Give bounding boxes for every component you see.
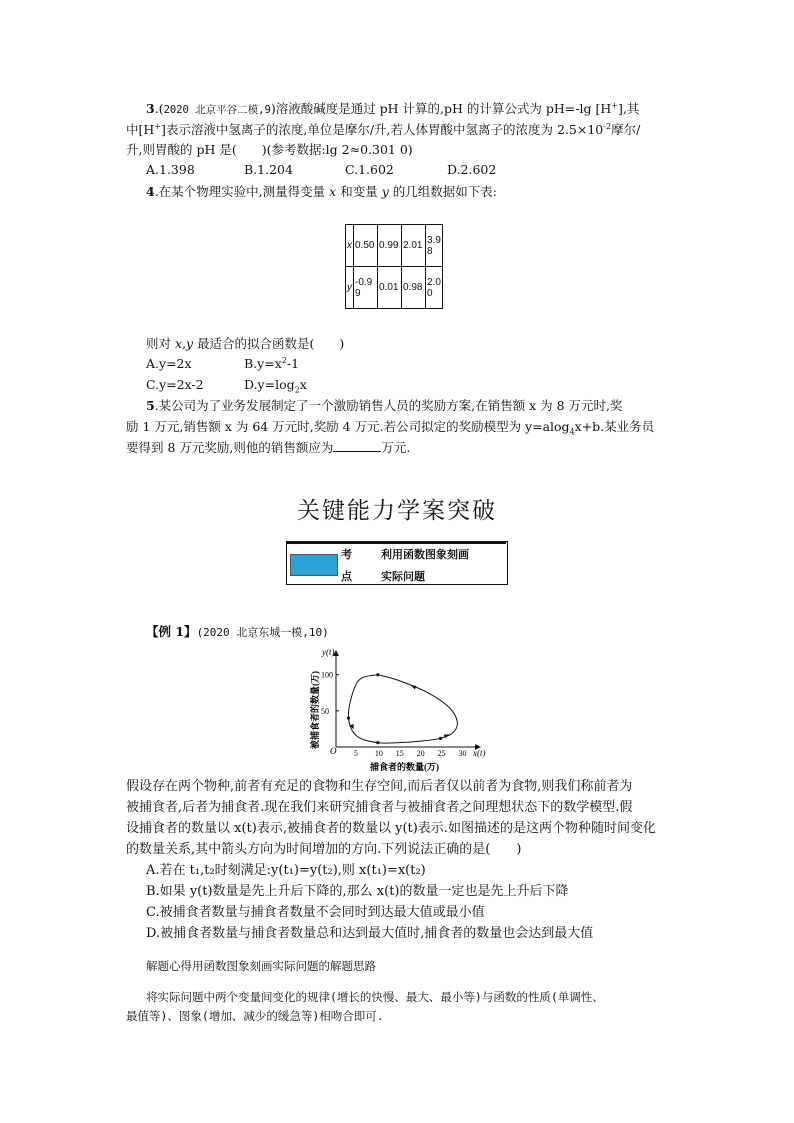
marked-point [439,737,442,740]
table-cell: x [346,225,354,267]
x-tick-label: 30 [458,749,467,758]
ex-p3: 设捕食者的数量以 x(t)表示,被捕食者的数量以 y(t)表示.如图描述的是这两个物种随时间变化 [126,821,656,836]
example-label: 【例 1】 [146,624,197,639]
table-cell: 3.9 8 [426,225,443,267]
x-tick-label: 20 [416,749,425,758]
q4-ask: 则对 x,y 最适合的拟合函数是( ) [146,336,345,351]
ex-option-d: D.被捕食者数量与捕食者数量总和达到最大值时,捕食者的数量也会达到最大值 [146,926,594,941]
q3-option-a: A.1.398 [146,162,195,177]
y-tick-label: 100 [321,670,333,680]
table-row-x [346,225,443,267]
q3-option-c: C.1.602 [345,162,394,177]
tip-heading: 解题心得用函数图象刻画实际问题的解题思路 [146,959,376,973]
q5-line1: 5.某公司为了业务发展制定了一个激励销售人员的奖励方案,在销售额 x 为 8 万元时,奖 [146,398,623,413]
q4-option-c: C.y=2x-2 [146,377,204,392]
marked-point [347,716,350,719]
predator-prey-chart [300,645,500,775]
table-cell: 0.98 [402,267,426,309]
tip-line2: 最值等)、图象(增加、减少的缓急等)相吻合即可. [126,1009,384,1023]
example-source: (2020 北京东城一模,10) [196,626,329,639]
table-cell: y [346,267,354,309]
table-cell: -0.9 9 [354,267,378,309]
q4-option-b: $B.y=x^2-1$ [244,355,300,371]
q4-option-a: A.y=2x [146,356,192,371]
example-heading [146,624,329,641]
badge-top-rule [286,541,506,544]
q3-option-b: B.1.204 [244,162,293,177]
badge-label-1: 考 [341,548,352,561]
y-axis-name: y(t) [322,647,335,657]
section-title: 关键能力学案突破 [297,498,497,524]
x-tick-label: 5 [353,749,358,758]
orbit-curve [348,674,457,743]
badge-title-1: 利用函数图象刻画 [381,548,469,561]
marked-point [376,673,379,676]
ex-option-b: B.如果 y(t)数量是先上升后下降的,那么 x(t)的数量一定也是先上升后下降 [146,884,569,899]
q3-line1: 3.(2020 北京平谷二模,9)溶液酸碱度是通过 pH 计算的,pH 的计算公式为 pH=-lg [H+],其 [146,100,640,116]
x-tick-label: 10 [374,749,383,758]
table-cell: 2.01 [402,225,426,267]
ex-option-a: A.若在 t₁,t₂时刻满足:y(t₁)=y(t₂),则 x(t₁)=x(t₂) [146,863,426,878]
badge-title-2: 实际问题 [381,570,425,583]
q3-line3: 升,则胃酸的 pH 是( )(参考数据:lg 2≈0.301 0) [126,142,413,157]
q3-option-d: D.2.602 [447,162,497,177]
q5-line3: 要得到 8 万元奖励,则他的销售额应为 万元. [126,440,411,455]
x-axis-name: x(t) [473,748,486,758]
origin-label: O [330,746,337,756]
marked-point [376,741,379,744]
badge-color-block [290,554,338,576]
q5-number: 5 [146,398,155,413]
q3-line2: 中[H+]表示溶液中氢离子的浓度,单位是摩尔/升,若人体胃酸中氢离子的浓度为 $2.5\times 10^{-2}$摩尔/ [126,121,641,137]
x-tick-label: 15 [395,749,404,758]
table-cell: 2.0 0 [426,267,443,309]
ex-p4: 的数量关系,其中箭头方向为时间增加的方向.下列说法正确的是( ) [126,842,522,857]
answer-blank [333,441,381,452]
q4-number: 4 [146,184,155,199]
x-axis-label: 捕食者的数量(万) [370,762,439,772]
data-table [345,224,443,309]
q3-source: 2020 北京平谷二模,9 [163,104,271,116]
q4-line1: 4.在某个物理实验中,测量得变量 x 和变量 y 的几组数据如下表: [146,184,497,199]
tip-line1: 将实际问题中两个变量间变化的规律(增长的快慢、最大、最小等)与函数的性质(单调性、 [146,990,604,1004]
ex-option-c: C.被捕食者数量与捕食者数量不会同时到达最大值或最小值 [146,905,485,920]
badge-label-2: 点 [341,570,352,583]
table-row-y [346,267,443,309]
ex-p2: 被捕食者,后者为捕食者.现在我们来研究捕食者与被捕食者之间理想状态下的数学模型.假 [126,800,633,815]
ex-p1: 假设存在两个物种,前者有充足的食物和生存空间,而后者仅以前者为食物,则我们称前者为 [126,779,633,794]
direction-arrow [410,684,416,690]
q5-line2: 励 1 万元,销售额 x 为 64 万元时,奖励 4 万元.若公司拟定的奖励模型为 y=alog$_4$x+b.某业务员 [126,419,655,437]
table-cell: 0.50 [354,225,378,267]
q4-option-d: $D.y=\log_2x$ [244,377,307,395]
table-cell: 0.99 [378,225,402,267]
table-cell: 0.01 [378,267,402,309]
q3-number: 3 [146,101,155,116]
y-axis-label: 被捕食者的数量(万) [310,671,320,749]
x-tick-label: 25 [437,749,446,758]
y-tick-label: 50 [321,706,329,716]
